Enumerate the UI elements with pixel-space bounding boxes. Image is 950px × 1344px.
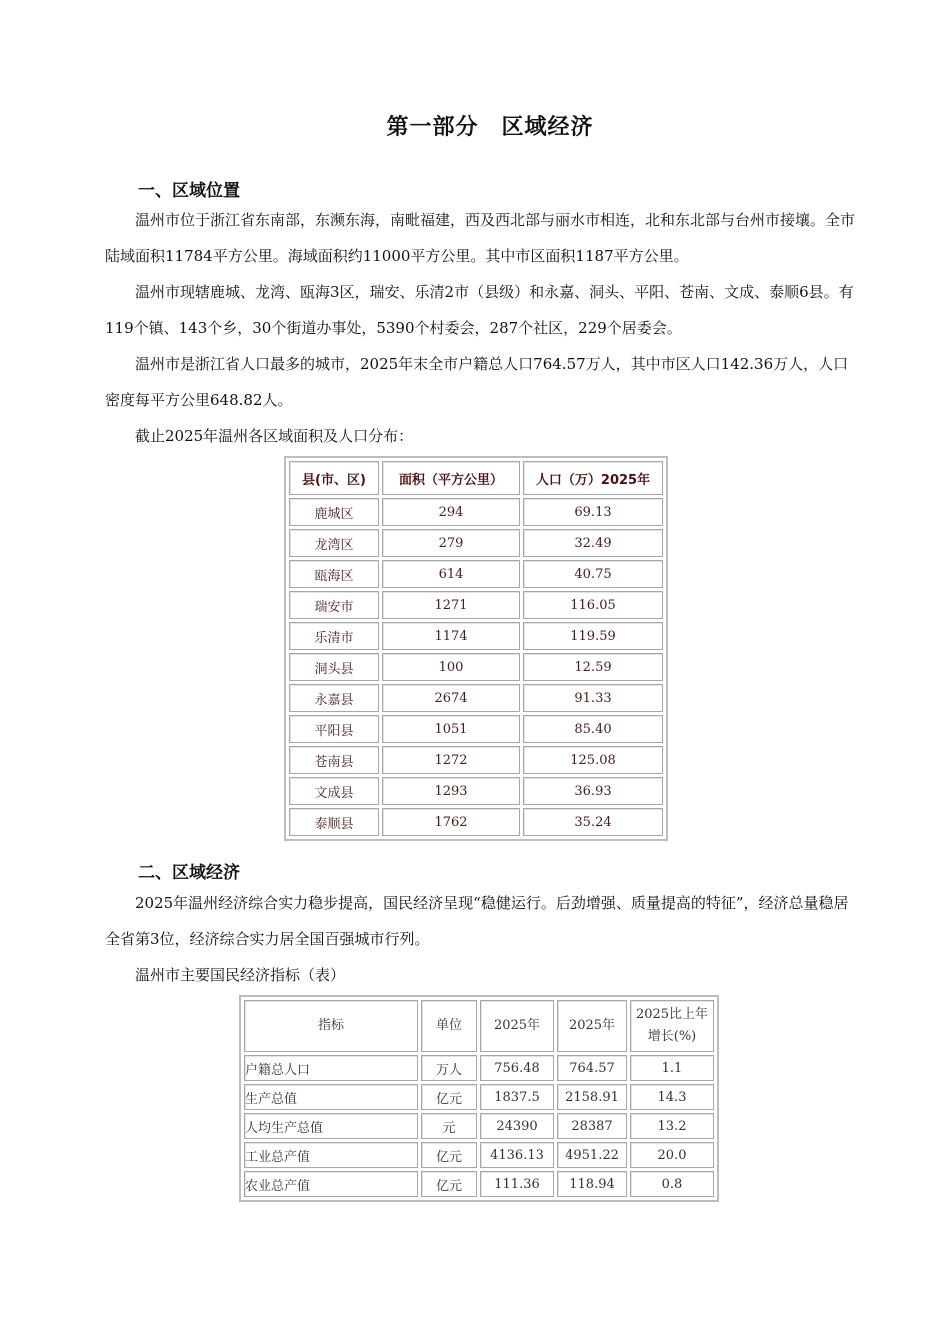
column-header: 面积（平方公里）	[382, 461, 520, 495]
table-cell: 20.0	[630, 1142, 714, 1168]
paragraph-population: 温州市是浙江省人口最多的城市，2025年末全市户籍总人口764.57万人，其中市区人口142.36万人，人口密度每平方公里648.82人。	[105, 355, 849, 409]
table-cell: 1293	[382, 777, 520, 805]
table-row	[244, 1142, 714, 1168]
table-row	[289, 808, 663, 836]
table-cell: 279	[382, 529, 520, 557]
table-cell: 鹿城区	[289, 498, 379, 526]
paragraph-economy: 2025年温州经济综合实力稳步提高，国民经济呈现“稳健运行。后劲增强、质量提高的特征”，经济总量稳居全省第3位，经济综合实力居全国百强城市行列。	[105, 894, 849, 948]
table-cell: 泰顺县	[289, 808, 379, 836]
table-cell: 1.1	[630, 1055, 714, 1081]
table-cell: 125.08	[523, 746, 663, 774]
table-cell: 瓯海区	[289, 560, 379, 588]
table-cell: 764.57	[557, 1055, 627, 1081]
section-heading-economy: 二、区域经济	[138, 863, 240, 883]
table-cell: 4951.22	[557, 1142, 627, 1168]
table-cell: 118.94	[557, 1171, 627, 1197]
table-cell: 14.3	[630, 1084, 714, 1110]
table-row	[289, 746, 663, 774]
table-header-row	[244, 1000, 714, 1052]
table-row	[244, 1113, 714, 1139]
table-row	[289, 498, 663, 526]
table-cell: 32.49	[523, 529, 663, 557]
column-header: 单位	[421, 1000, 477, 1052]
table-cell: 69.13	[523, 498, 663, 526]
table-cell: 户籍总人口	[244, 1055, 418, 1081]
table-cell: 工业总产值	[244, 1142, 418, 1168]
table-cell: 人均生产总值	[244, 1113, 418, 1139]
table-cell: 1762	[382, 808, 520, 836]
table-cell: 1272	[382, 746, 520, 774]
table-cell: 111.36	[480, 1171, 554, 1197]
table-cell: 1837.5	[480, 1084, 554, 1110]
table-cell: 756.48	[480, 1055, 554, 1081]
table-cell: 35.24	[523, 808, 663, 836]
table-cell: 2158.91	[557, 1084, 627, 1110]
table-cell: 永嘉县	[289, 684, 379, 712]
table-cell: 龙湾区	[289, 529, 379, 557]
table-cell: 100	[382, 653, 520, 681]
table-caption-area-population: 截止2025年温州各区域面积及人口分布：	[135, 427, 414, 445]
table-cell: 28387	[557, 1113, 627, 1139]
table-row	[244, 1084, 714, 1110]
table-row	[289, 560, 663, 588]
table-cell: 85.40	[523, 715, 663, 743]
table-cell: 4136.13	[480, 1142, 554, 1168]
table-cell: 平阳县	[289, 715, 379, 743]
table-cell: 2674	[382, 684, 520, 712]
column-header: 2025比上年增长(%)	[630, 1000, 714, 1052]
economic-indicators-table	[239, 995, 719, 1202]
table-caption-indicators: 温州市主要国民经济指标（表）	[135, 966, 346, 984]
table-cell: 元	[421, 1113, 477, 1139]
table-cell: 614	[382, 560, 520, 588]
table-row	[289, 622, 663, 650]
table-cell: 亿元	[421, 1084, 477, 1110]
table-cell: 1051	[382, 715, 520, 743]
table-row	[289, 715, 663, 743]
table-cell: 294	[382, 498, 520, 526]
table-cell: 农业总产值	[244, 1171, 418, 1197]
table-cell: 洞头县	[289, 653, 379, 681]
section-heading-location: 一、区域位置	[138, 181, 240, 201]
column-header: 2025年	[557, 1000, 627, 1052]
paragraph-location: 温州市位于浙江省东南部，东濒东海，南毗福建，西及西北部与丽水市相连，北和东北部与台州市接壤。全市陆域面积11784平方公里。海域面积约11000平方公里。其中市区面积1187平方公里。	[105, 211, 856, 265]
table-cell: 亿元	[421, 1171, 477, 1197]
table-cell: 13.2	[630, 1113, 714, 1139]
table-cell: 亿元	[421, 1142, 477, 1168]
page-title: 第一部分 区域经济	[386, 115, 594, 140]
column-header: 指标	[244, 1000, 418, 1052]
area-population-table	[284, 456, 668, 841]
table-cell: 万人	[421, 1055, 477, 1081]
table-row	[289, 591, 663, 619]
table-row	[244, 1055, 714, 1081]
table-row	[289, 529, 663, 557]
table-cell: 40.75	[523, 560, 663, 588]
paragraph-administration: 温州市现辖鹿城、龙湾、瓯海3区，瑞安、乐清2市（县级）和永嘉、洞头、平阳、苍南、文成、泰顺6县。有119个镇、143个乡，30个街道办事处，5390个村委会，287个社区，229个居委会。	[105, 283, 854, 337]
table-cell: 乐清市	[289, 622, 379, 650]
table-header-row	[289, 461, 663, 495]
table-cell: 1271	[382, 591, 520, 619]
table-cell: 119.59	[523, 622, 663, 650]
table-row	[289, 684, 663, 712]
table-cell: 瑞安市	[289, 591, 379, 619]
table-cell: 1174	[382, 622, 520, 650]
table-cell: 24390	[480, 1113, 554, 1139]
table-cell: 文成县	[289, 777, 379, 805]
column-header: 2025年	[480, 1000, 554, 1052]
table-cell: 0.8	[630, 1171, 714, 1197]
table-cell: 生产总值	[244, 1084, 418, 1110]
column-header: 人口（万）2025年	[523, 461, 663, 495]
table-row	[289, 777, 663, 805]
table-cell: 91.33	[523, 684, 663, 712]
table-cell: 12.59	[523, 653, 663, 681]
table-cell: 36.93	[523, 777, 663, 805]
table-row	[244, 1171, 714, 1197]
column-header: 县(市、区)	[289, 461, 379, 495]
table-row	[289, 653, 663, 681]
table-cell: 苍南县	[289, 746, 379, 774]
table-cell: 116.05	[523, 591, 663, 619]
